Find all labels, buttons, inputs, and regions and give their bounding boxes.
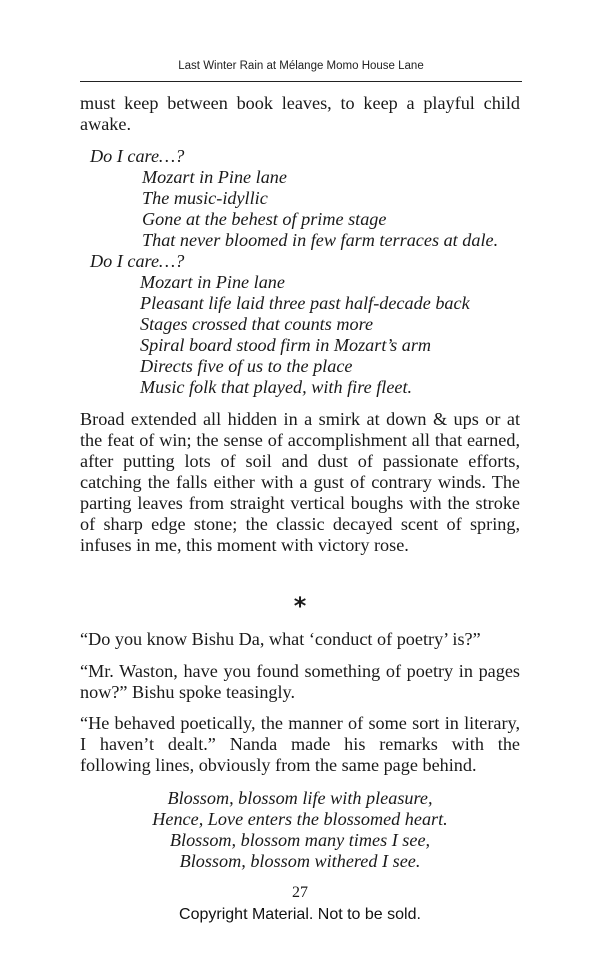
closing-poem	[80, 788, 520, 872]
poem-stanza-1	[142, 167, 498, 251]
running-header: Last Winter Rain at Mélange Momo House Lane	[178, 60, 424, 72]
poem-line: Blossom, blossom many times I see,	[169, 830, 431, 850]
poem-line: Gone at the behest of prime stage	[142, 209, 387, 229]
section-break-asterisk: *	[293, 592, 307, 620]
poem-line: Pleasant life laid three past half-decade back	[140, 293, 470, 313]
opening-paragraph: must keep between book leaves, to keep a playful child awake.	[80, 93, 520, 134]
poem-line: That never bloomed in few farm terraces at dale.	[142, 230, 499, 250]
poem-line: Do I care…?	[90, 146, 185, 166]
poem-line: Stages crossed that counts more	[140, 314, 374, 334]
poem-line: Spiral board stood firm in Mozart’s arm	[140, 335, 432, 355]
poem-line: Mozart in Pine lane	[142, 167, 287, 187]
dialogue-paragraph: “He behaved poetically, the manner of some sort in literary, I haven’t dealt.” Nanda made his remarks with the following lines, obviously from the same page behind.	[80, 713, 520, 775]
copyright-notice: Copyright Material. Not to be sold.	[179, 906, 421, 923]
poem-refrain-2	[90, 251, 184, 272]
poem-line: Blossom, blossom withered I see.	[179, 851, 421, 871]
poem-line: Mozart in Pine lane	[140, 272, 285, 292]
poem-line: Directs five of us to the place	[140, 356, 353, 376]
poem-line: Hence, Love enters the blossomed heart.	[152, 809, 448, 829]
poem-line: Do I care…?	[90, 251, 185, 271]
poem-line: Blossom, blossom life with pleasure,	[167, 788, 433, 808]
body-paragraph: Broad extended all hidden in a smirk at down & ups or at the feat of win; the sense of accomplishment all that earned, after putting lots of soil and dust of passionate efforts, catching the falls either with a gust of contrary winds. The parting leaves from straight vertical boughs with the stroke of sharp edge stone; the classic decayed scent of spring, infuses in me, this moment with victory rose.	[80, 409, 520, 555]
page-number: 27	[292, 884, 308, 901]
poem-line: The music-idyllic	[142, 188, 268, 208]
poem-refrain-1	[90, 146, 184, 167]
poem-line: Music folk that played, with fire fleet.	[140, 377, 413, 397]
dialogue-paragraph: “Do you know Bishu Da, what ‘conduct of poetry’ is?”	[80, 629, 481, 649]
poem-stanza-2	[140, 272, 470, 398]
header-rule	[80, 81, 522, 82]
dialogue-paragraph: “Mr. Waston, have you found something of poetry in pages now?” Bishu spoke teasingly.	[80, 661, 520, 702]
